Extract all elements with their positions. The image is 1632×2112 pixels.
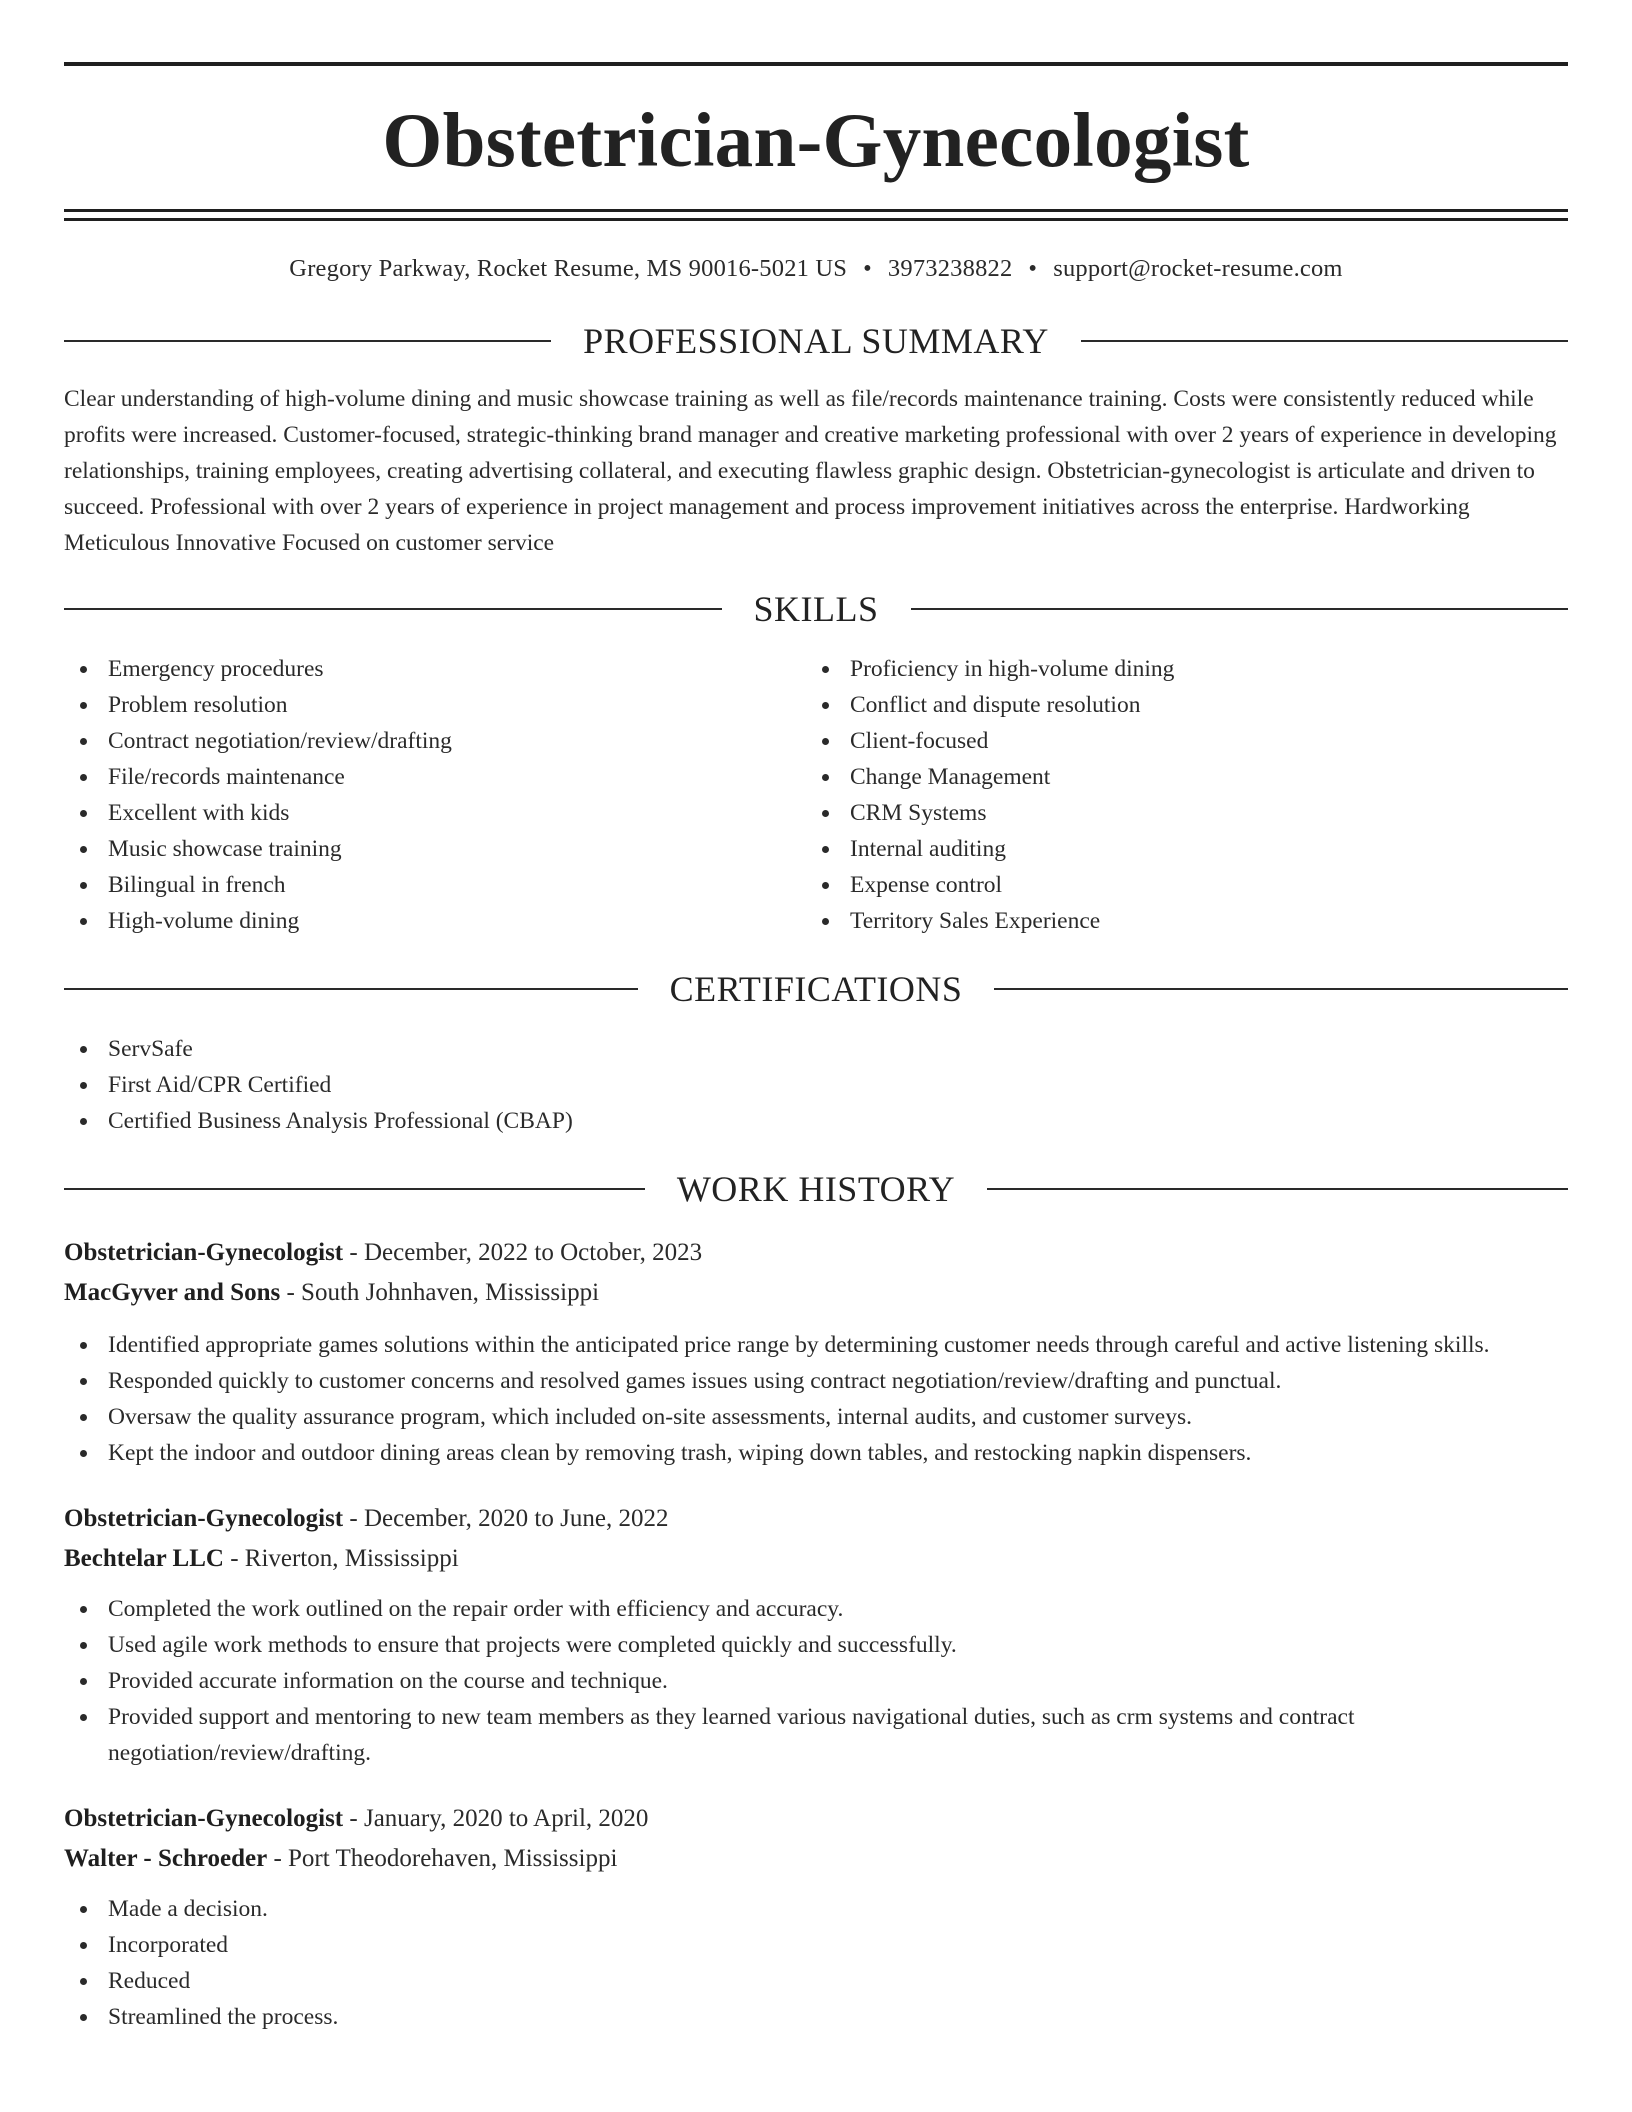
skill-item: Internal auditing [806,831,1548,867]
job-duties-list [64,1327,1568,1471]
summary-heading: PROFESSIONAL SUMMARY [583,321,1049,361]
contact-line [64,255,1568,283]
skill-item: Territory Sales Experience [806,903,1548,939]
job-duty-item: Provided accurate information on the course and technique. [64,1663,1568,1699]
job-title: Obstetrician-Gynecologist [64,1805,344,1832]
job-location: - South Johnhaven, Mississippi [280,1279,600,1306]
job-duty-item: Kept the indoor and outdoor dining areas clean by removing trash, wiping down tables, and restocking napkin dispensers. [64,1435,1568,1471]
job-company-line [64,1273,1568,1313]
candidate-name: Obstetrician-Gynecologist [382,97,1250,183]
job-company: Bechtelar LLC [64,1545,224,1572]
job-duty-item: Completed the work outlined on the repair order with efficiency and accuracy. [64,1591,1568,1627]
top-rule [64,62,1568,66]
job-duties-list [64,1891,1568,2035]
job-entry [64,1499,1568,1771]
certifications-heading: CERTIFICATIONS [669,969,963,1009]
section-rule [1081,340,1568,342]
contact-address: Gregory Parkway, Rocket Resume, MS 90016-5021 US [289,255,848,282]
job-title-line [64,1499,1568,1539]
job-duty-item: Provided support and mentoring to new team members as they learned various navigational duties, such as crm systems and contract negotiation/review/drafting. [64,1699,1568,1771]
job-duty-item: Streamlined the process. [64,1999,1568,2035]
summary-text: Clear understanding of high-volume dining and music showcase training as well as file/records maintenance training. Costs were consistently reduced while profits were increased. Customer-focused, strategic-thinking brand manager and creative marketing professional with over 2 years of experience in developing relationships, training employees, creating advertising collateral, and executing flawless graphic design. Obstetrician-gynecologist is articulate and driven to succeed. Professional with over 2 years of experience in project management and process improvement initiatives across the enterprise. Hardworking Meticulous Innovative Focused on customer service [64,386,1557,556]
skill-item: Conflict and dispute resolution [806,687,1548,723]
certifications-list [64,1031,1568,1139]
skill-item: Problem resolution [64,687,806,723]
skill-item: Proficiency in high-volume dining [806,651,1548,687]
section-rule [994,988,1568,990]
job-duties-list [64,1591,1568,1771]
job-company-line [64,1539,1568,1579]
job-title-line [64,1233,1568,1273]
skill-item: Music showcase training [64,831,806,867]
skill-item: High-volume dining [64,903,806,939]
skill-item: Bilingual in french [64,867,806,903]
job-dates: - December, 2020 to June, 2022 [343,1505,669,1532]
job-company-line [64,1839,1568,1879]
certifications-section-header [64,971,1568,1007]
job-company: MacGyver and Sons [64,1279,281,1306]
job-location: - Riverton, Mississippi [223,1545,459,1572]
skills-heading: SKILLS [753,589,879,629]
job-duty-item: Reduced [64,1963,1568,1999]
certification-item: Certified Business Analysis Professional (CBAP) [64,1103,1568,1139]
double-rule [64,209,1568,221]
contact-phone: 3973238822 [887,255,1013,282]
job-title-line [64,1799,1568,1839]
summary-section-header [64,323,1568,359]
section-rule [911,608,1569,610]
job-entry [64,1233,1568,1471]
contact-separator: • [863,255,872,282]
job-duty-item: Identified appropriate games solutions within the anticipated price range by determining customer needs through careful and active listening skills. [64,1327,1568,1363]
certification-item: ServSafe [64,1031,1568,1067]
skills-section-header [64,591,1568,627]
skill-item: File/records maintenance [64,759,806,795]
skills-list [64,651,1568,939]
section-rule [64,608,722,610]
job-title: Obstetrician-Gynecologist [64,1239,344,1266]
work-history-section-header [64,1171,1568,1207]
skill-item: Contract negotiation/review/drafting [64,723,806,759]
job-duty-item: Used agile work methods to ensure that projects were completed quickly and successfully. [64,1627,1568,1663]
skill-item: Change Management [806,759,1548,795]
certification-item: First Aid/CPR Certified [64,1067,1568,1103]
skills-column-left [64,651,806,939]
job-duty-item: Made a decision. [64,1891,1568,1927]
skill-item: Expense control [806,867,1548,903]
job-duty-item: Oversaw the quality assurance program, which included on-site assessments, internal audits, and customer surveys. [64,1399,1568,1435]
skills-column-right [806,651,1548,939]
section-rule [987,1188,1568,1190]
work-history-heading: WORK HISTORY [676,1169,956,1209]
skill-item: Client-focused [806,723,1548,759]
contact-email: support@rocket-resume.com [1053,255,1343,282]
section-rule [64,988,638,990]
skill-item: Excellent with kids [64,795,806,831]
contact-separator: • [1028,255,1038,282]
section-rule [64,340,551,342]
skill-item: CRM Systems [806,795,1548,831]
job-duty-item: Incorporated [64,1927,1568,1963]
job-title: Obstetrician-Gynecologist [64,1505,344,1532]
skill-item: Emergency procedures [64,651,806,687]
job-company: Walter - Schroeder [64,1845,268,1872]
job-entry [64,1799,1568,2035]
job-location: - Port Theodorehaven, Mississippi [267,1845,618,1872]
job-duty-item: Responded quickly to customer concerns and resolved games issues using contract negotiation/review/drafting and punctual. [64,1363,1568,1399]
job-dates: - December, 2022 to October, 2023 [343,1239,703,1266]
section-rule [64,1188,645,1190]
job-dates: - January, 2020 to April, 2020 [343,1805,649,1832]
resume-page [64,0,1568,2035]
